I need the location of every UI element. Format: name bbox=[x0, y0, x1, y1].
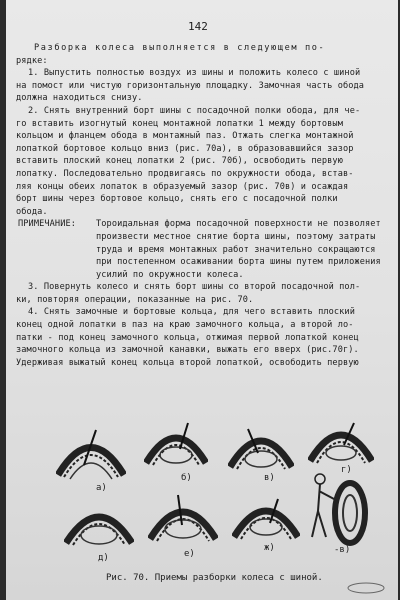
figure-a-illustration bbox=[56, 425, 126, 487]
text-line: борт шины через бортовое кольцо, снять его с посадочной полки bbox=[16, 194, 338, 205]
text-line: 2. Снять внутренний борт шины с посадочной полки обода, для че- bbox=[28, 105, 361, 116]
figure-70 bbox=[6, 425, 398, 585]
text-line: Удерживая выжатый конец кольца второй лопаткой, освободить первую bbox=[16, 357, 359, 368]
text-line: патки - под конец замочного кольца, отжимая первой лопаткой конец bbox=[16, 332, 359, 343]
figure-label: е) bbox=[184, 549, 195, 559]
figure-label: ж) bbox=[264, 543, 275, 553]
figure-label: а) bbox=[96, 483, 107, 493]
text-line: замочного кольца из замочной канавки, выжать его вверх (рис.70г). bbox=[16, 345, 359, 356]
text-line: го вставить изогнутый конец монтажной лопатки 1 между бортовым bbox=[16, 118, 343, 129]
note-line bbox=[6, 218, 398, 231]
note-label: ПРИМЕЧАНИЕ: bbox=[18, 219, 77, 230]
note-line: труда и время монтажных работ значительно сокращаются bbox=[96, 244, 376, 255]
body-text bbox=[6, 42, 398, 369]
figure-label: -в) bbox=[334, 545, 351, 555]
figure-worker-with-tire-illustration bbox=[306, 471, 368, 547]
figure-d-illustration bbox=[64, 495, 134, 553]
text-line: кольцом и фланцем обода в монтажный паз. Отжать слегка монтажной bbox=[16, 131, 354, 142]
note-line: при постепенном осаживании борта шины путем приложения bbox=[96, 257, 381, 268]
text-line: должна находиться снизу. bbox=[16, 93, 143, 104]
text-line: лопатку. Последовательно продвигаясь по окружности обода, встав- bbox=[16, 168, 354, 179]
figure-label: г) bbox=[341, 465, 352, 475]
figure-b-illustration bbox=[144, 417, 208, 475]
text-line: 1. Выпустить полностью воздух из шины и положить колесо с шиной bbox=[28, 68, 361, 79]
figure-e-illustration bbox=[148, 489, 218, 549]
text-line: конец одной лопатки в паз на краю замочного кольца, а второй ло- bbox=[16, 320, 354, 331]
document-page bbox=[6, 0, 398, 600]
text-line: Разборка колеса выполняется в следующем по- bbox=[34, 43, 326, 53]
figure-label: д) bbox=[98, 553, 109, 563]
text-line: лопаткой бортовое кольцо вниз (рис. 70а), в образовавшийся зазор bbox=[16, 143, 354, 154]
text-line: 4. Снять замочные и бортовые кольца, для чего вставить плоский bbox=[28, 307, 355, 318]
text-line: ки, повторяя операции, показанные на рис. 70. bbox=[16, 294, 254, 305]
text-line: вставить плоский конец лопатки 2 (рис. 70б), освободить первую bbox=[16, 156, 343, 167]
figure-caption: Рис. 70. Приемы разборки колеса с шиной. bbox=[106, 573, 323, 583]
text-line: обода. bbox=[16, 206, 48, 217]
text-line: ляя концы обеих лопаток в образуемый зазор (рис. 70в) и осаждая bbox=[16, 181, 349, 192]
library-stamp bbox=[346, 580, 386, 594]
figure-label: б) bbox=[181, 473, 192, 483]
note-line: усилий по окружности колеса. bbox=[96, 269, 244, 280]
text-line: рядке: bbox=[16, 55, 48, 66]
page-number: 142 bbox=[188, 20, 208, 33]
figure-label: в) bbox=[264, 473, 275, 483]
text-line: 3. Повернуть колесо и снять борт шины со второй посадочной пол- bbox=[28, 282, 361, 293]
text-line: на помост или чистую горизонтальную площадку. Замочная часть обода bbox=[16, 80, 365, 91]
note-line: произвести местное снятие борта шины, поэтому затраты bbox=[96, 231, 376, 242]
figure-v-illustration bbox=[228, 419, 294, 477]
note-text: Тороидальная форма посадочной поверхности не позволяет bbox=[96, 219, 381, 230]
figure-zh-illustration bbox=[232, 489, 300, 547]
figure-g-illustration bbox=[308, 415, 374, 471]
